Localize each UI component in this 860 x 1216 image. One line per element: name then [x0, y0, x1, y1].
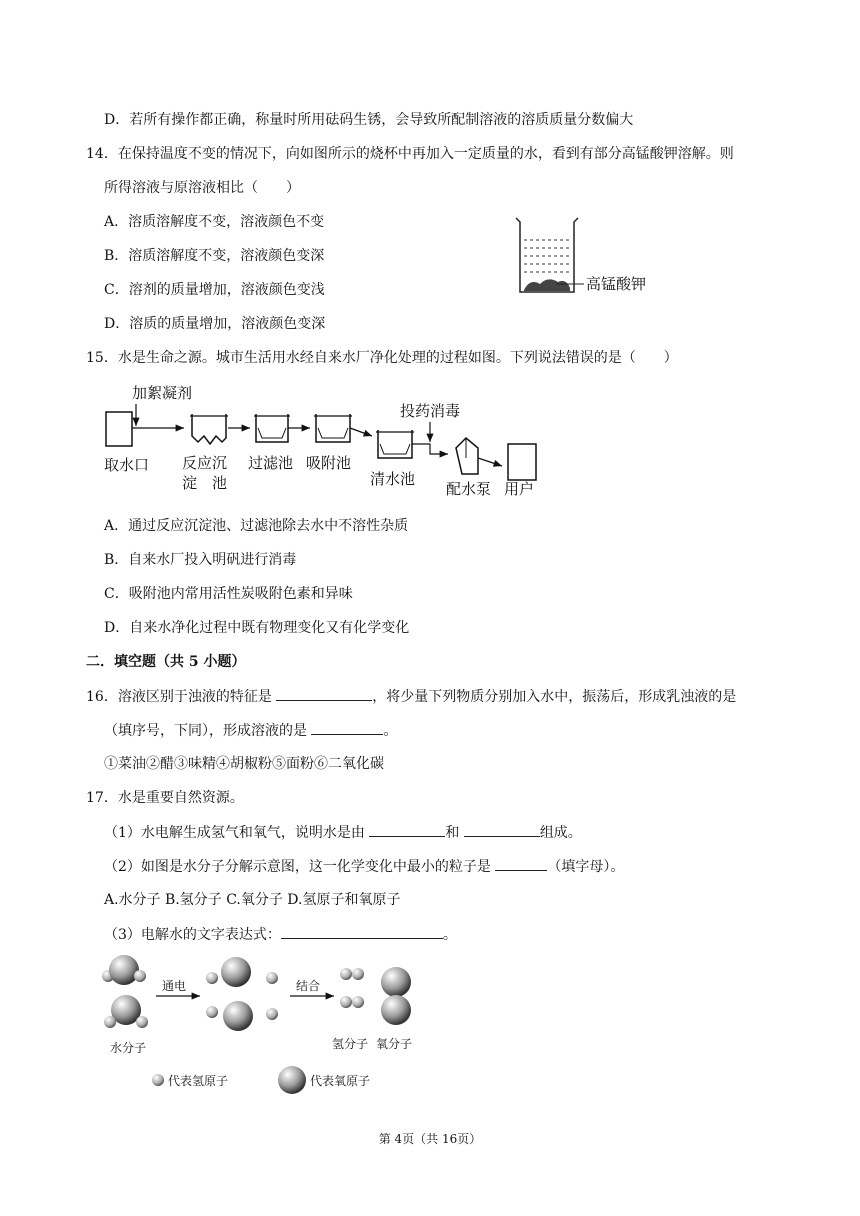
q16-line2-b: 。 — [383, 723, 398, 739]
q17-p2-b: （填字母）。 — [547, 859, 625, 875]
q17-p3-a: （3）电解水的文字表达式： — [104, 927, 281, 943]
q14-stem-line1: 14．在保持温度不变的情况下，向如图所示的烧杯中再加入一定质量的水，看到有部分高锰酸钾溶解。则 — [86, 146, 734, 162]
q16-line2 — [104, 720, 397, 741]
q14-option-c: C．溶剂的质量增加，溶液颜色变浅 — [104, 282, 325, 298]
label-oxygen-molecule: 氧分子 — [376, 1037, 413, 1051]
q16-substances: ①菜油②醋③味精④胡椒粉⑤面粉⑥二氧化碳 — [104, 756, 384, 772]
q15-option-b: B．自来水厂投入明矾进行消毒 — [104, 552, 297, 568]
q17-part3 — [104, 924, 457, 945]
label-arrow-electrolysis: 通电 — [162, 979, 187, 993]
label-adsorption-tank: 吸附池 — [306, 454, 352, 472]
water-treatment-diagram — [100, 378, 550, 500]
beaker-figure — [510, 212, 670, 296]
label-add-disinfectant: 投药消毒 — [400, 402, 461, 420]
q15-stem: 15．水是生命之源。城市生活用水经自来水厂净化处理的过程如图。下列说法错误的是（ ） — [86, 350, 678, 366]
q14-option-d: D．溶质的质量增加，溶液颜色变深 — [104, 316, 326, 332]
product-molecules — [340, 967, 411, 1025]
user-box — [508, 444, 536, 480]
label-intake: 取水口 — [104, 456, 150, 474]
label-add-coagulant: 加絮凝剂 — [132, 384, 193, 402]
legend-hydrogen-atom — [152, 1074, 164, 1086]
q17-p1-b: 和 — [445, 825, 460, 841]
q17-blank-3[interactable] — [495, 856, 547, 871]
q17-part1 — [104, 822, 582, 843]
q17-blank-4[interactable] — [281, 924, 443, 939]
q16-blank-2[interactable] — [311, 720, 383, 735]
label-filter-tank: 过滤池 — [248, 454, 294, 472]
q15-option-a: A．通过反应沉淀池、过滤池除去水中不溶性杂质 — [104, 518, 409, 534]
label-pump: 配水泵 — [446, 480, 492, 498]
label-reaction-tank-1: 反应沉 — [182, 454, 228, 472]
label-hydrogen-molecule: 氢分子 — [332, 1037, 369, 1051]
label-clear-water-tank: 清水池 — [370, 470, 416, 488]
q14-option-b: B．溶质溶解度不变，溶液颜色变深 — [104, 248, 325, 264]
water-electrolysis-figure — [96, 950, 426, 1100]
legend-hydrogen-text: 代表氢原子 — [168, 1074, 229, 1088]
q14-stem-line2: 所得溶液与原溶液相比（ ） — [104, 180, 300, 196]
q17-p2-a: （2）如图是水分子分解示意图，这一化学变化中最小的粒子是 — [104, 859, 491, 875]
water-molecules — [102, 955, 148, 1028]
q16-line1-b: ，将少量下列物质分别加入水中，振荡后，形成乳浊液的是 — [372, 689, 737, 705]
q13-option-d: D．若所有操作都正确，称量时所用砝码生锈，会导致所配制溶液的溶质质量分数偏大 — [104, 112, 634, 128]
pump-shape — [456, 438, 478, 474]
q17-stem: 17．水是重要自然资源。 — [86, 790, 244, 806]
label-arrow-combine: 结合 — [296, 979, 321, 993]
q17-p1-a: （1）水电解生成氢气和氧气，说明水是由 — [104, 825, 365, 841]
q17-blank-2[interactable] — [464, 822, 540, 837]
label-user: 用户 — [504, 480, 535, 498]
q16-line2-a: （填序号，下同），形成溶液的是 — [104, 723, 307, 739]
q15-option-d: D．自来水净化过程中既有物理变化又有化学变化 — [104, 620, 410, 636]
q15-option-c: C．吸附池内常用活性炭吸附色素和异味 — [104, 586, 353, 602]
q17-p3-b: 。 — [442, 927, 457, 943]
q17-p1-c: 组成。 — [539, 825, 582, 841]
legend-oxygen-atom — [278, 1066, 306, 1094]
label-reaction-tank-2: 淀 池 — [182, 474, 228, 492]
page-footer: 第 4页（共 16页） — [378, 1132, 482, 1146]
q16-line1-a: 16．溶液区别于浊液的特征是 — [86, 689, 272, 705]
intake-box — [106, 412, 132, 446]
beaker-label: 高锰酸钾 — [586, 275, 647, 293]
separated-atoms — [206, 957, 278, 1031]
reaction-tank — [192, 414, 226, 444]
q14-option-a: A．溶质溶解度不变，溶液颜色不变 — [104, 214, 325, 230]
label-water-molecule: 水分子 — [110, 1041, 147, 1055]
q17-choices: A.水分子 B.氢分子 C.氧分子 D.氢原子和氧原子 — [104, 892, 401, 908]
legend-oxygen-text: 代表氧原子 — [310, 1074, 371, 1088]
section2-heading: 二．填空题（共 5 小题） — [86, 654, 246, 670]
q16-line1 — [86, 686, 736, 707]
q16-blank-1[interactable] — [276, 686, 372, 701]
q17-part2 — [104, 856, 624, 877]
q17-blank-1[interactable] — [369, 822, 445, 837]
